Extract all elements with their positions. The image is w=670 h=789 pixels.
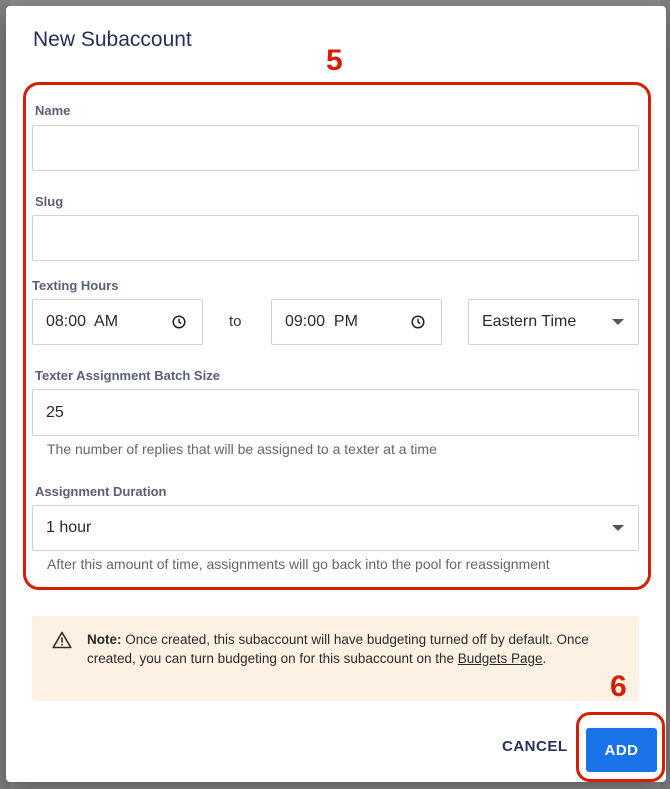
timezone-value: Eastern Time	[482, 313, 577, 330]
warning-icon	[52, 631, 72, 649]
batch-size-value: 25	[46, 403, 64, 421]
step-number-6: 6	[610, 670, 627, 703]
batch-size-label: Texter Assignment Batch Size	[35, 368, 220, 383]
form-highlight-box	[23, 82, 651, 590]
step-number-5: 5	[326, 44, 343, 77]
add-button[interactable]: ADD	[586, 728, 657, 772]
time-range-separator: to	[229, 313, 242, 330]
name-label: Name	[35, 103, 71, 118]
start-time-value: 08:00 AM	[46, 313, 119, 330]
cancel-button[interactable]: CANCEL	[502, 738, 568, 755]
note-end: .	[542, 651, 547, 666]
dialog-title: New Subaccount	[33, 28, 192, 51]
batch-size-helper: The number of replies that will be assigned to a texter at a time	[47, 441, 437, 457]
slug-label: Slug	[35, 194, 64, 209]
note-bold: Note:	[87, 632, 122, 647]
new-subaccount-dialog	[6, 6, 666, 782]
note-body: Once created, this subaccount will have budgeting turned off by default. Once created, you can turn budgeting on for this subaccount on the	[87, 632, 589, 666]
texting-hours-label: Texting Hours	[32, 278, 119, 293]
assignment-duration-helper: After this amount of time, assignments will go back into the pool for reassignment	[47, 556, 550, 572]
note-text	[87, 630, 617, 668]
assignment-duration-value: 1 hour	[46, 519, 92, 536]
assignment-duration-label: Assignment Duration	[35, 484, 167, 499]
add-highlight-box	[576, 712, 665, 782]
end-time-value: 09:00 PM	[285, 313, 358, 330]
budgets-page-link[interactable]: Budgets Page	[457, 651, 543, 666]
budget-note	[32, 616, 639, 701]
